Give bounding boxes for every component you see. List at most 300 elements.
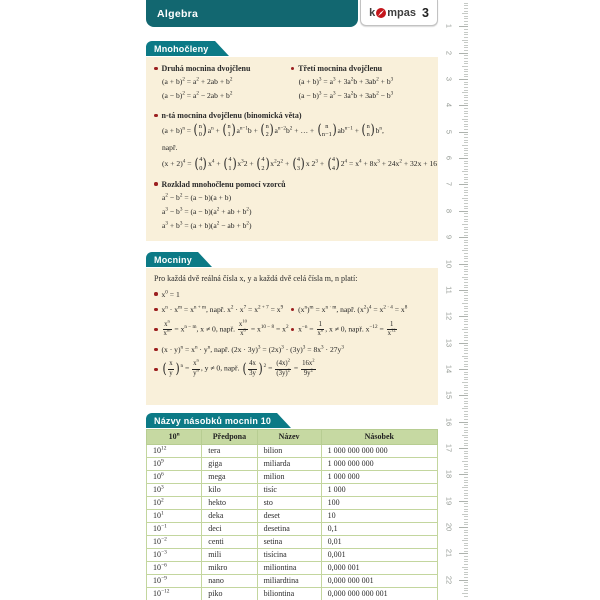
rule: [291, 321, 430, 339]
ruler-tick: [464, 464, 469, 465]
table-cell: setina: [257, 536, 321, 549]
table-cell: mega: [202, 471, 257, 484]
ruler-number: 15: [444, 391, 454, 400]
ruler-tick: [464, 490, 469, 491]
ruler-tick: [462, 40, 469, 41]
ruler-tick: [464, 340, 469, 341]
ruler-tick: [464, 187, 469, 188]
ruler-tick: [462, 487, 469, 488]
logo-number: 3: [421, 5, 429, 20]
ruler-number: 5: [444, 129, 454, 134]
formula: $(a + b)^2 = a^2 + 2ab + b^2$: [162, 76, 233, 86]
ruler-tick: [462, 198, 469, 199]
table-cell: 0,01: [321, 536, 437, 549]
ruler-tick: [464, 511, 469, 512]
ruler-tick: [464, 551, 469, 552]
ruler-tick: [464, 321, 469, 322]
ruler-tick: [459, 53, 468, 54]
ruler-tick: [464, 47, 469, 48]
ruler-tick: [459, 290, 468, 291]
table-column-header: 10$^n$: [147, 430, 202, 445]
ruler-tick: [464, 440, 469, 441]
table-cell: hekto: [202, 497, 257, 510]
ruler-tick: [464, 121, 469, 122]
ruler-tick: [464, 18, 469, 19]
ruler-tick: [462, 514, 469, 515]
ruler-tick: [464, 572, 469, 573]
ruler-tick: [464, 256, 469, 257]
ruler-tick: [464, 509, 469, 510]
table-cell: $10^2$: [147, 497, 202, 510]
section-panel-mocniny: [146, 268, 438, 405]
ruler-number: 11: [444, 285, 454, 294]
ruler-tick: [462, 171, 469, 172]
ruler-tick: [464, 424, 469, 425]
ruler-tick: [459, 211, 468, 212]
ruler-tick: [464, 588, 469, 589]
ruler-tick: [464, 596, 469, 597]
table-cell: $10^{-6}$: [147, 562, 202, 575]
ruler-tick: [464, 335, 469, 336]
ruler-tick: [462, 356, 469, 357]
ruler-tick: [464, 311, 469, 312]
table-cell: 1 000: [321, 484, 437, 497]
ruler-tick: [464, 103, 469, 104]
ruler-tick: [464, 577, 469, 578]
ruler-tick: [464, 248, 469, 249]
ruler-tick: [464, 282, 469, 283]
ruler-tick: [464, 314, 469, 315]
ruler-tick: [462, 593, 469, 594]
table-cell: tisíc: [257, 484, 321, 497]
table-cell: $10^9$: [147, 458, 202, 471]
table-cell: deci: [202, 523, 257, 536]
bullet-icon: [154, 292, 158, 296]
ruler-tick: [462, 277, 469, 278]
power-rules-intro: Pro každá dvě reálná čísla x, y a každá dvě celá čísla m, n platí:: [154, 274, 358, 283]
table-row: [147, 458, 438, 471]
ruler-tick: [464, 129, 469, 130]
formula: $x^n \cdot x^m = x^{n + m}$, např. $x^2 \cdot x^7 = x^{2 + 7} = x^9$: [161, 304, 284, 314]
formula: $(a + b)^n$ = ( n 0 ) $a^n$ + ( n 1 ) $a^{n-1}b$ + ( n 2 ) $a^{n-2}b^2$ + … + ( n n−1 ) $ab^{n-1}$ + ( n n ) $b^n$,: [162, 122, 384, 139]
table-cell: bilion: [257, 445, 321, 458]
table-header-row: [147, 430, 438, 445]
ruler-tick: [464, 37, 469, 38]
ruler-tick: [464, 140, 469, 141]
bullet-icon: [291, 308, 295, 312]
ruler-tick: [464, 456, 469, 457]
ruler-tick: [464, 493, 469, 494]
formula: $x^{-n}$ = $\frac{1}{x^n}$ , x ≠ 0, např. $x^{-12}$ = $\frac{1}{x^{12}}$: [298, 320, 396, 337]
ruler-tick: [464, 219, 469, 220]
ruler-number: 18: [444, 470, 454, 479]
table-column-header: Násobek: [321, 430, 437, 445]
ruler-tick: [464, 477, 469, 478]
table-cell: centi: [202, 536, 257, 549]
rule: [154, 305, 291, 314]
section-panel-mnohocleny: [146, 57, 438, 241]
ruler-tick: [464, 524, 469, 525]
ruler-tick: [462, 13, 469, 14]
ruler-tick: [464, 451, 469, 452]
ruler-tick: [462, 567, 469, 568]
ruler-tick: [464, 137, 469, 138]
table-cell: $10^{-2}$: [147, 536, 202, 549]
ruler-tick: [464, 100, 469, 101]
ruler-tick: [464, 42, 469, 43]
ruler-tick: [459, 158, 468, 159]
table-cell: 0,000 000 001: [321, 575, 437, 588]
formula: $(a - b)^3 = a^3 - 3a^2b + 3ab^2 - b^3$: [298, 90, 394, 100]
ruler-tick: [464, 393, 469, 394]
formula-list: [162, 192, 430, 231]
ruler-tick: [464, 71, 469, 72]
ruler-tick: [464, 74, 469, 75]
ruler-tick: [464, 403, 469, 404]
ruler-tick: [459, 237, 468, 238]
table-cell: 0,001: [321, 549, 437, 562]
table-row: [147, 510, 438, 523]
ruler-tick: [464, 361, 469, 362]
rule-row: [154, 345, 430, 354]
logo-text-post: mpas: [387, 6, 416, 19]
formula: $(x + 2)^4$ = ( 4 0 ) $x^4$ + ( 4 1 ) $x^32$ + ( 4 2 ) $x^22^2$ + ( 4 3 ) x $2^3$ + ( 4 4 ) $2^4 = x^4 + 8x^3 + 24x^2 + 32x + 16$: [162, 155, 438, 172]
ruler-number: 4: [444, 103, 454, 108]
formula: ( $\frac{x}{y}$ ) $^n$ = $\frac{x^n}{y^n}$ , y ≠ 0, např. ( $\frac{4x}{3y}$ ) $^2$ = $\frac{(4x)^2}{(3y)^2}$ = $\frac{16x^2}{9y^2}$: [162, 358, 315, 377]
ruler-number: 20: [444, 522, 454, 532]
ruler-tick: [464, 548, 469, 549]
ruler-tick: [464, 353, 469, 354]
ruler-tick: [464, 216, 469, 217]
ruler-tick: [459, 132, 468, 133]
ruler-tick: [464, 269, 469, 270]
rule: [291, 305, 430, 314]
ruler-tick: [464, 506, 469, 507]
ruler-tick: [464, 206, 469, 207]
ruler-tick: [459, 105, 468, 106]
ruler-tick: [464, 116, 469, 117]
ruler-tick: [464, 466, 469, 467]
ruler-tick: [464, 108, 469, 109]
table-cell: $10^3$: [147, 484, 202, 497]
ruler-number: 6: [444, 156, 454, 161]
rule: [154, 318, 291, 339]
formula: $(a + b)^3 = a^3 + 3a^2b + 3ab^2 + b^3$: [298, 76, 394, 86]
ruler-tick: [464, 258, 469, 259]
ruler-tick: [464, 319, 469, 320]
table-cell: nano: [202, 575, 257, 588]
ruler-tick: [464, 569, 469, 570]
ruler-tick: [464, 177, 469, 178]
ruler-tick: [464, 503, 469, 504]
ruler-tick: [464, 266, 469, 267]
ruler-tick: [464, 179, 469, 180]
ruler-tick: [464, 469, 469, 470]
ruler-number: 10: [444, 259, 454, 268]
ruler-tick: [464, 337, 469, 338]
ruler-number: 21: [444, 549, 454, 558]
ruler-tick: [464, 585, 469, 586]
ruler-tick: [464, 245, 469, 246]
ruler-tick: [464, 519, 469, 520]
ruler-number: 17: [444, 443, 454, 453]
rule-row: [154, 318, 430, 339]
table-cell: miliarda: [257, 458, 321, 471]
ruler-tick: [464, 161, 469, 162]
bullet-icon: [154, 368, 158, 372]
table-cell: deka: [202, 510, 257, 523]
bullet-icon: [154, 308, 158, 312]
formula: $a^3 + b^3 = (a + b)(a^2$ − ab + $b^2$): [162, 220, 252, 230]
table-row: [147, 536, 438, 549]
ruler-tick: [459, 79, 468, 80]
topic-binomial-theorem: [154, 111, 438, 173]
ruler-tick: [462, 461, 469, 462]
table-cell: $10^6$: [147, 471, 202, 484]
ruler-tick: [464, 300, 469, 301]
ruler-tick: [464, 298, 469, 299]
ruler-tick: [464, 261, 469, 262]
ruler-tick: [464, 235, 469, 236]
ruler-tick: [462, 382, 469, 383]
ruler-tick: [464, 538, 469, 539]
ruler-tick: [464, 385, 469, 386]
table-row: [147, 588, 438, 600]
ruler-tick: [464, 374, 469, 375]
ruler-tick: [459, 580, 468, 581]
ruler-tick: [462, 540, 469, 541]
ruler-tick: [464, 134, 469, 135]
ruler-tick: [464, 253, 469, 254]
table-row: [147, 523, 438, 536]
table-row: [147, 471, 438, 484]
ruler-number: 12: [444, 312, 454, 321]
ruler-tick: [464, 561, 469, 562]
ruler-tick: [464, 16, 469, 17]
ruler-tick: [464, 387, 469, 388]
ruler-tick: [464, 274, 469, 275]
bullet-icon: [154, 114, 158, 118]
ruler-tick: [464, 124, 469, 125]
ruler-tick: [459, 422, 468, 423]
ruler-tick: [464, 166, 469, 167]
ruler-tick: [464, 437, 469, 438]
ruler-tick: [464, 564, 469, 565]
section-tab-label: Názvy násobků mocnin 10: [154, 416, 272, 426]
ruler-tick: [464, 69, 469, 70]
ruler-tick: [464, 530, 469, 531]
ruler-tick: [464, 163, 469, 164]
section-tab-powers-of-ten: [146, 413, 277, 428]
ruler-tick: [464, 430, 469, 431]
table-cell: $10^1$: [147, 510, 202, 523]
formula: $x^0 = 1$: [161, 288, 180, 299]
table-cell: mikro: [202, 562, 257, 575]
formula: $(x^n)^m = x^{n \cdot m}$, např. $(x^2)^4 = x^{2 \cdot 4} = x^8$: [298, 304, 408, 314]
ruler-tick: [464, 427, 469, 428]
ruler-tick: [464, 348, 469, 349]
table-cell: kilo: [202, 484, 257, 497]
table-cell: 0,1: [321, 523, 437, 536]
ruler-tick: [464, 182, 469, 183]
ruler-tick: [464, 240, 469, 241]
ruler-tick: [464, 45, 469, 46]
section-tab-label: Mocniny: [154, 255, 192, 265]
table-cell: 100: [321, 497, 437, 510]
ruler-tick: [462, 303, 469, 304]
ruler-tick: [462, 329, 469, 330]
table-row: [147, 484, 438, 497]
ruler-tick: [464, 111, 469, 112]
table-row: [147, 562, 438, 575]
ruler-tick: [464, 292, 469, 293]
bullet-icon: [291, 67, 295, 71]
ruler-tick: [464, 153, 469, 154]
table-cell: 1 000 000 000 000: [321, 445, 437, 458]
ruler-tick: [459, 184, 468, 185]
formula-list: [162, 122, 438, 173]
table-cell: $10^{-3}$: [147, 549, 202, 562]
ruler-tick: [464, 97, 469, 98]
ruler-tick: [464, 142, 469, 143]
rule: [154, 360, 317, 378]
ruler-tick: [464, 87, 469, 88]
ruler-number: 16: [444, 417, 454, 426]
table-cell: piko: [202, 588, 257, 600]
formula: např.: [162, 143, 178, 153]
ruler-tick: [464, 372, 469, 373]
ruler-tick: [464, 306, 469, 307]
ruler-tick: [464, 556, 469, 557]
kompas-logo: [360, 0, 438, 26]
ruler-tick: [464, 398, 469, 399]
ruler-tick: [459, 553, 468, 554]
ruler-tick: [459, 474, 468, 475]
ruler-tick: [464, 192, 469, 193]
rule: [154, 345, 344, 354]
table-cell: biliontina: [257, 588, 321, 600]
ruler-tick: [464, 414, 469, 415]
ruler-tick: [459, 395, 468, 396]
bullet-icon: [154, 182, 158, 186]
ruler-number: 19: [444, 496, 454, 505]
ruler: [442, 0, 470, 600]
table-cell: 0,000 001: [321, 562, 437, 575]
ruler-tick: [464, 229, 469, 230]
ruler-tick: [459, 264, 468, 265]
ruler-tick: [464, 113, 469, 114]
header: [146, 0, 438, 27]
page-title: Algebra: [157, 7, 199, 20]
ruler-number: 22: [444, 575, 454, 584]
ruler-tick: [464, 221, 469, 222]
formula-list: [162, 76, 291, 101]
topic-title: Třetí mocnina dvojčlenu: [291, 64, 430, 73]
ruler-tick: [464, 58, 469, 59]
ruler-tick: [464, 90, 469, 91]
formula: $a^3 - b^3 = (a - b)(a^2$ + ab + $b^2$): [162, 206, 252, 216]
ruler-tick: [464, 174, 469, 175]
ruler-tick: [464, 453, 469, 454]
ruler-tick: [459, 26, 468, 27]
ruler-tick: [464, 21, 469, 22]
ruler-tick: [459, 343, 468, 344]
table-cell: 1 000 000: [321, 471, 437, 484]
ruler-tick: [464, 148, 469, 149]
ruler-tick: [464, 445, 469, 446]
section-tab-mnohocleny: [146, 41, 215, 56]
ruler-tick: [464, 227, 469, 228]
table-cell: $10^{-1}$: [147, 523, 202, 536]
table-cell: $10^{12}$: [147, 445, 202, 458]
ruler-tick: [464, 458, 469, 459]
ruler-tick: [464, 213, 469, 214]
ruler-number: 7: [444, 182, 454, 187]
ruler-tick: [464, 545, 469, 546]
topic-third-power: [291, 61, 430, 104]
ruler-tick: [464, 295, 469, 296]
rule-row: [154, 290, 430, 299]
table-cell: 10: [321, 510, 437, 523]
table-body: [147, 445, 438, 600]
ruler-tick: [464, 308, 469, 309]
ruler-tick: [464, 84, 469, 85]
ruler-number: 14: [444, 364, 454, 374]
ruler-tick: [464, 543, 469, 544]
ruler-tick: [464, 472, 469, 473]
ruler-number: 3: [444, 76, 454, 82]
ruler-tick: [464, 350, 469, 351]
ruler-tick: [464, 324, 469, 325]
ruler-number: 1: [444, 24, 454, 29]
ruler-tick: [464, 411, 469, 412]
table-cell: milion: [257, 471, 321, 484]
ruler-tick: [464, 535, 469, 536]
ruler-tick: [464, 169, 469, 170]
ruler-tick: [464, 279, 469, 280]
topic-title: Druhá mocnina dvojčlenu: [154, 64, 291, 73]
ruler-tick: [462, 145, 469, 146]
ruler-tick: [464, 366, 469, 367]
ruler-tick: [459, 501, 468, 502]
table-row: [147, 497, 438, 510]
table-cell: tera: [202, 445, 257, 458]
power-rules: [154, 290, 430, 379]
ruler-tick: [464, 559, 469, 560]
ruler-tick: [464, 443, 469, 444]
table-cell: deset: [257, 510, 321, 523]
ruler-number: 8: [444, 208, 454, 213]
ruler-tick: [464, 150, 469, 151]
ruler-tick: [464, 332, 469, 333]
ruler-tick: [464, 401, 469, 402]
ruler-tick: [464, 34, 469, 35]
ruler-tick: [464, 3, 469, 4]
rule: [154, 290, 291, 299]
ruler-tick: [464, 482, 469, 483]
ruler-tick: [464, 5, 469, 6]
page-title-bar: [146, 0, 358, 27]
table-row: [147, 549, 438, 562]
ruler-tick: [464, 379, 469, 380]
ruler-tick: [464, 345, 469, 346]
ruler-tick: [464, 582, 469, 583]
ruler-tick: [464, 432, 469, 433]
ruler-number: 2: [444, 50, 454, 55]
formula: $a^2 - b^2 = (a - b)(a + b)$: [162, 192, 232, 202]
ruler-tick: [464, 63, 469, 64]
ruler-number: 9: [444, 235, 454, 240]
